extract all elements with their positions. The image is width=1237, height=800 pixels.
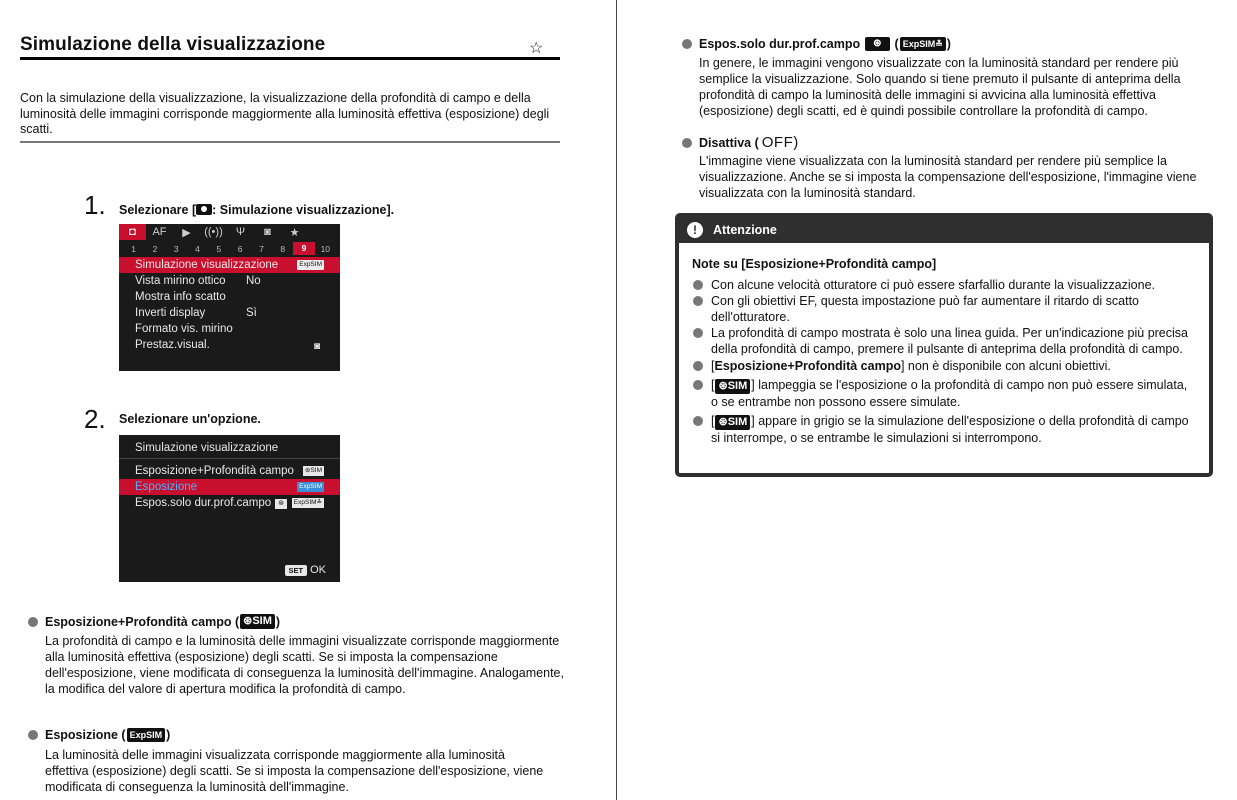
intro-rule — [20, 141, 560, 143]
note-list — [691, 277, 1196, 446]
caution-box — [675, 213, 1213, 477]
note-pre: [ — [711, 359, 715, 373]
page-number: 2 — [152, 243, 158, 254]
bullet-dot — [693, 280, 703, 290]
expsim-badge: ExpSIM — [127, 728, 166, 742]
camera-menu-shooting — [119, 224, 340, 371]
step-1-text-after: : Simulazione visualizzazione]. — [212, 203, 395, 217]
option-body-disable: L'immagine viene visualizzata con la luminosità standard per rendere più semplice la visualizzazione. Anche se si imposta la compensazione dell'esposizione, l'immagine viene visualizzata con la luminosità standard. — [699, 154, 1197, 200]
exclamation-icon: ! — [687, 222, 703, 238]
menu-item-label: Vista mirino ottico — [135, 275, 226, 287]
option-heading-text: Disattiva ( — [699, 135, 759, 150]
option-heading-open: ( — [894, 37, 899, 51]
tab-shooting[interactable]: ◘ — [119, 224, 146, 240]
list-item — [691, 277, 1196, 293]
tab-setup[interactable]: Ψ — [235, 226, 246, 238]
dofsim-badge: ⊛SIM — [240, 614, 275, 629]
page-number: 5 — [216, 243, 222, 254]
tab-custom[interactable]: ◙ — [264, 226, 271, 238]
page-number: 8 — [280, 243, 286, 254]
tab-playback[interactable]: ▶ — [182, 226, 191, 239]
menu-item-ovf-view[interactable] — [119, 273, 340, 289]
option-exposure-during-dof[interactable] — [119, 495, 340, 511]
option-body-exposure-dof: La profondità di campo e la luminosità delle immagini visualizzate corrisponde maggiormente alla luminosità effettiva (esposizione) degli scatti. Se si imposta la compensazione dell'esposizione, viene modificata di conseguenza la luminosità dell'immagine. Analogamente, la modifica del valore di apertura modifica la profondità di campo. — [45, 634, 564, 696]
note-text: ] lampeggia se l'esposizione o la profondità di campo non può essere simulata, o se entrambe non possono essere simulate. — [711, 378, 1188, 409]
left-page — [0, 0, 616, 800]
page-number: 10 — [320, 243, 331, 254]
set-label: SET — [285, 565, 308, 576]
note-pre: [ — [711, 378, 715, 392]
caution-header — [679, 217, 1209, 243]
page-title: Simulazione della visualizzazione — [20, 34, 326, 55]
note-text: ] non è disponibile con alcuni obiettivi. — [900, 359, 1111, 373]
expsim-dof-badge: ExpSIM≛ — [293, 499, 322, 506]
bullet-dot — [693, 361, 703, 371]
option-heading-disable — [682, 134, 799, 151]
step-1-text — [119, 203, 394, 217]
dof-preview-icon: ⊛ — [865, 37, 889, 51]
menu-item-value: No — [246, 275, 261, 287]
menu-item-label: Inverti display — [135, 307, 206, 319]
tab-wireless[interactable]: ((•)) — [204, 226, 223, 238]
dofsim-badge: ⊛SIM — [304, 467, 322, 474]
option-heading-text: Esposizione+Profondità campo ( — [45, 614, 240, 629]
bullet-dot — [682, 39, 692, 49]
dofsim-badge: ⊛SIM — [715, 415, 750, 430]
menu-tabs — [119, 224, 340, 240]
off-icon: OFF — [761, 134, 794, 151]
expsim-badge: ExpSIM — [299, 483, 322, 490]
menu-item-display-performance[interactable] — [119, 337, 340, 353]
option-body-exposure-during-dof: In genere, le immagini vengono visualizzate con la luminosità standard per rendere più semplice la visualizzazione. Solo quando si tiene premuto il pulsante di anteprima della profondità di campo la luminosità delle immagini si avvicina alla luminosità effettiva (esposizione) degli scatti, ed è quindi possibile controllare la profondità di campo. — [699, 56, 1181, 118]
camera-menu-options — [119, 435, 340, 582]
bullet-dot — [28, 617, 38, 627]
option-label: Esposizione — [135, 481, 198, 493]
option-exposure[interactable] — [119, 479, 340, 495]
option-body-exposure: La luminosità delle immagini visualizzata corrisponde maggiormente alla luminosità effettiva (esposizione) degli scatti. Se si imposta la compensazione dell'esposizione, viene modificata di conseguenza la luminosità dell'immagine. — [45, 748, 544, 794]
list-item — [691, 293, 1196, 325]
menu-header: Simulazione visualizzazione — [119, 435, 340, 459]
page-number: 4 — [195, 243, 200, 254]
list-item — [691, 377, 1196, 410]
menu-item-vf-format[interactable] — [119, 321, 340, 337]
page-number: 3 — [173, 243, 179, 254]
camera-icon — [196, 204, 212, 215]
option-heading-text: Espos.solo dur.prof.campo — [699, 37, 861, 51]
dof-preview-icon: ⊛ — [275, 499, 287, 509]
note-text: Con gli obiettivi EF, questa impostazione può far aumentare il ritardo di scatto dell'otturatore. — [711, 294, 1140, 324]
menu-item-reverse-display[interactable] — [119, 305, 340, 321]
option-heading-close: ) — [166, 728, 171, 742]
page-divider — [616, 0, 617, 800]
expsim-dof-badge: ExpSIM≛ — [900, 37, 946, 51]
note-text: Con alcune velocità otturatore ci può essere sfarfallio durante la visualizzazione. — [711, 278, 1155, 292]
menu-item-shooting-info[interactable] — [119, 289, 340, 305]
list-item — [691, 358, 1196, 374]
tab-af[interactable]: AF — [152, 226, 167, 238]
bullet-dot — [693, 380, 703, 390]
page-number-active: 9 — [293, 242, 314, 255]
menu-item-label: Prestaz.visual. — [135, 339, 210, 351]
option-heading-text: Esposizione ( — [45, 728, 126, 742]
option-heading-close: ) — [275, 614, 281, 629]
note-text: ] appare in grigio se la simulazione dell'esposizione o della profondità di campo si interrompe, o se entrambe le simulazioni si interrompono. — [711, 414, 1189, 445]
step-2-number: 2. — [84, 404, 106, 434]
menu-item-display-simulation[interactable] — [119, 257, 340, 273]
option-label: Esposizione+Profondità campo — [135, 465, 294, 477]
step-2-text: Selezionare un'opzione. — [119, 412, 261, 426]
note-pre: [ — [711, 414, 715, 428]
set-ok-button[interactable] — [285, 564, 327, 576]
page-number: 1 — [131, 243, 137, 254]
expsim-badge: ExpSIM — [299, 261, 322, 268]
star-icon: ☆ — [529, 40, 544, 57]
bullet-dot — [693, 296, 703, 306]
note-text: La profondità di campo mostrata è solo una linea guida. Per un'indicazione più precisa della profondità di campo, premere il pulsante di anteprima della profondità di campo. — [711, 326, 1188, 356]
option-heading-exposure — [28, 728, 170, 742]
title-rule — [20, 57, 560, 60]
bullet-dot — [682, 138, 692, 148]
note-bold: Esposizione+Profondità campo — [714, 359, 901, 373]
tab-mymenu[interactable]: ★ — [289, 226, 300, 239]
caution-label: Attenzione — [713, 223, 777, 237]
option-label: Espos.solo dur.prof.campo — [135, 497, 272, 509]
bullet-dot — [28, 730, 38, 740]
dofsim-badge: ⊛SIM — [715, 379, 750, 394]
step-1-text-before: Selezionare [ — [119, 203, 197, 217]
menu-item-value: Sì — [246, 307, 257, 319]
step-1-number: 1. — [84, 190, 106, 220]
option-exposure-dof[interactable] — [119, 463, 340, 479]
option-heading-exposure-dof — [28, 614, 280, 629]
menu-item-label: Mostra info scatto — [135, 291, 226, 303]
intro-paragraph: Con la simulazione della visualizzazione, la visualizzazione della profondità di campo e della luminosità delle immagini corrisponde maggiormente alla luminosità effettiva (esposizione) degli scatti. — [20, 91, 550, 136]
option-heading-close: ) — [793, 134, 799, 151]
list-item — [691, 413, 1196, 446]
page-number: 7 — [259, 243, 264, 254]
bullet-dot — [693, 416, 703, 426]
list-item — [691, 325, 1196, 357]
page-number: 6 — [237, 243, 243, 254]
camera-small-icon: ◙ — [313, 341, 320, 352]
menu-item-label: Formato vis. mirino — [135, 323, 233, 335]
bullet-dot — [693, 328, 703, 338]
option-heading-exposure-during-dof — [682, 37, 951, 51]
ok-label: OK — [310, 564, 326, 576]
menu-item-label: Simulazione visualizzazione — [135, 259, 279, 271]
note-title: Note su [Esposizione+Profondità campo] — [692, 257, 937, 271]
option-heading-close: ) — [946, 37, 951, 51]
menu-page-numbers — [119, 240, 340, 257]
